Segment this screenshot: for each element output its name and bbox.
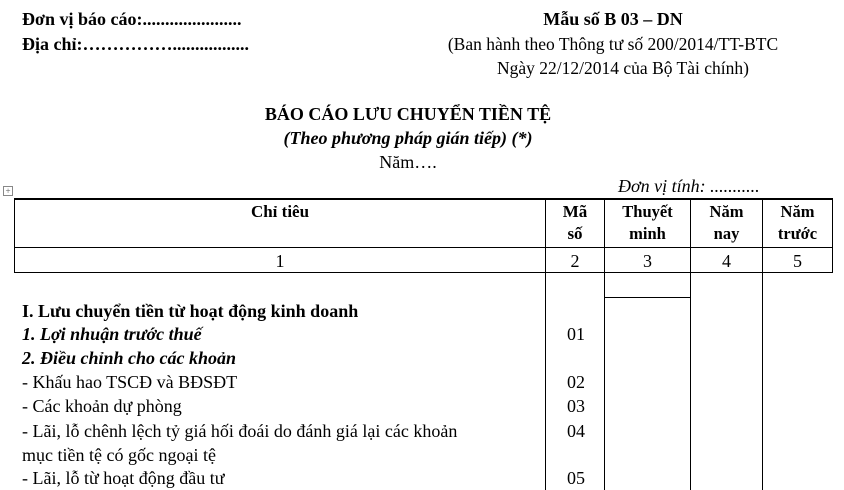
currency-unit-label: Đơn vị tính: ...........	[618, 176, 760, 196]
row-provisions: - Các khoản dự phòng	[22, 396, 182, 416]
row-investing-gains-losses: - Lãi, lỗ từ hoạt động đầu tư	[22, 468, 225, 488]
column-number: 1	[275, 251, 285, 271]
column-header-previous-year	[763, 201, 832, 245]
column-number: 5	[793, 251, 802, 271]
column-header-previous-year-line1: Năm	[780, 202, 815, 221]
column-header-code-line2: số	[567, 224, 583, 243]
row-code: 05	[567, 468, 585, 488]
column-header-code-line1: Mã	[562, 202, 588, 221]
row-fx-gains-losses-continued: mục tiền tệ có gốc ngoại tệ	[22, 445, 216, 465]
column-header-notes-line2: minh	[629, 224, 666, 243]
address-label: Địa chỉ:…………….................	[22, 34, 249, 54]
row-code: 01	[567, 324, 585, 344]
reporting-unit-label: Đơn vị báo cáo:......................	[22, 9, 242, 29]
column-number: 4	[722, 251, 731, 271]
column-header-previous-year-line2: trước	[777, 224, 818, 243]
column-header-indicator: Chỉ tiêu	[250, 202, 310, 221]
column-number: 3	[643, 251, 652, 271]
row-profit-before-tax: 1. Lợi nhuận trước thuế	[22, 324, 202, 344]
report-title: BÁO CÁO LƯU CHUYỂN TIỀN TỆ	[264, 104, 552, 124]
report-year: Năm….	[379, 152, 437, 172]
column-header-notes	[605, 201, 690, 245]
row-depreciation: - Khấu hao TSCĐ và BĐSĐT	[22, 372, 238, 392]
column-header-code	[546, 201, 604, 245]
row-adjustments: 2. Điều chỉnh cho các khoản	[22, 348, 237, 368]
column-header-current-year-line1: Năm	[709, 202, 744, 221]
column-header-current-year	[691, 201, 762, 245]
column-number: 2	[570, 251, 580, 271]
issued-date-note: Ngày 22/12/2014 của Bộ Tài chính)	[497, 58, 749, 78]
report-subtitle: (Theo phương pháp gián tiếp) (*)	[283, 128, 533, 148]
row-code: 03	[567, 396, 585, 416]
column-header-current-year-line2: nay	[713, 224, 740, 243]
row-fx-gains-losses: - Lãi, lỗ chênh lệch tỷ giá hối đoái do đánh giá lại các khoản	[22, 421, 458, 441]
row-code: 02	[567, 372, 585, 392]
row-code: 04	[567, 421, 585, 441]
section-heading-operating-activities: I. Lưu chuyển tiền từ hoạt động kinh doanh	[22, 301, 359, 321]
table-move-handle-icon[interactable]: +	[3, 186, 13, 196]
issued-by-note: (Ban hành theo Thông tư số 200/2014/TT-BTC	[447, 34, 779, 54]
column-header-notes-line1: Thuyết	[622, 202, 673, 221]
form-code: Mẫu số B 03 – DN	[543, 9, 683, 29]
